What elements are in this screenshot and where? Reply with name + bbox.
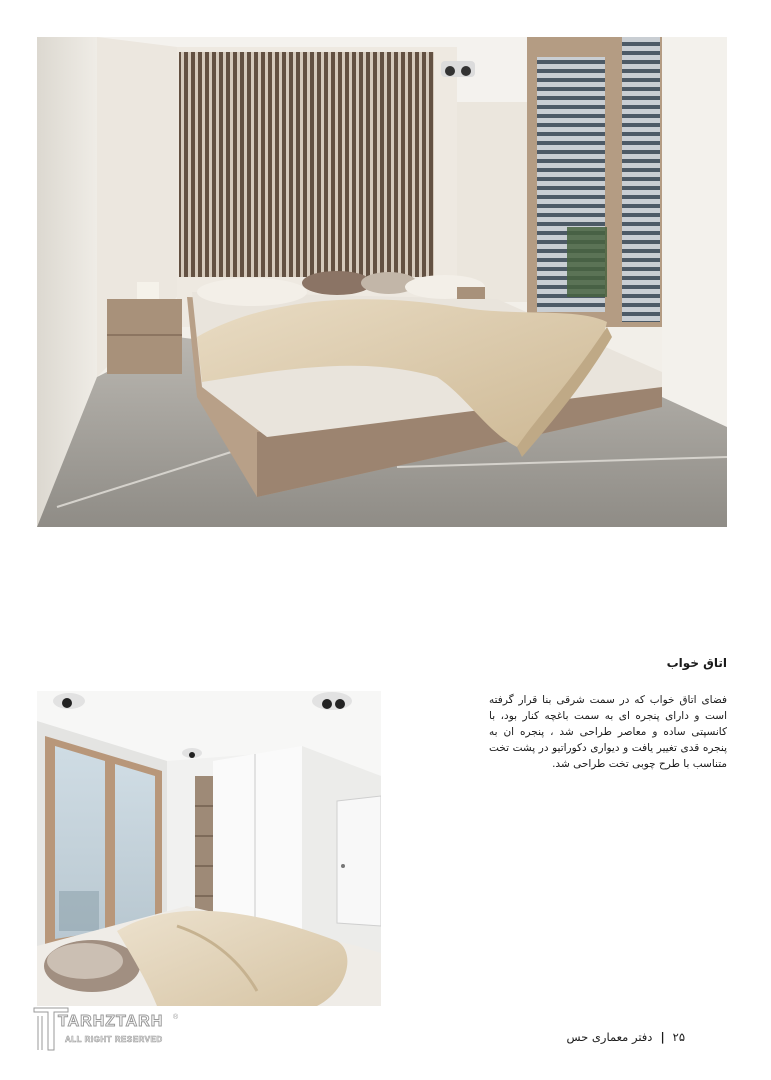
footer-separator: |: [660, 1030, 665, 1044]
logo-wordmark: TARHZTARH: [58, 1013, 164, 1030]
bedroom-render-main: [37, 37, 727, 527]
page-footer: [567, 1030, 686, 1044]
page-number: ۲۵: [672, 1030, 685, 1044]
footer-title: دفتر معماری حس: [566, 1030, 653, 1044]
bedroom-render-secondary: [37, 691, 381, 1006]
section-description: فضای اتاق خواب که در سمت شرقی بنا قرار گرفته است و دارای پنجره ای به سمت باغچه کنار بود، با کانسپتی ساده و معاصر طراحی شد ، پنجره ان به پنجره قدی تغییر یافت و دیواری دکوراتیو در پشت تخت متناسب با طرح چوبی تخت طراحی شد.: [489, 694, 727, 770]
section-heading: اتاق خواب: [666, 656, 727, 670]
registered-mark: ®: [173, 1014, 179, 1021]
tarhztarh-logo: [32, 1002, 182, 1052]
logo-tagline: ALL RIGHT RESERVED: [65, 1035, 163, 1044]
